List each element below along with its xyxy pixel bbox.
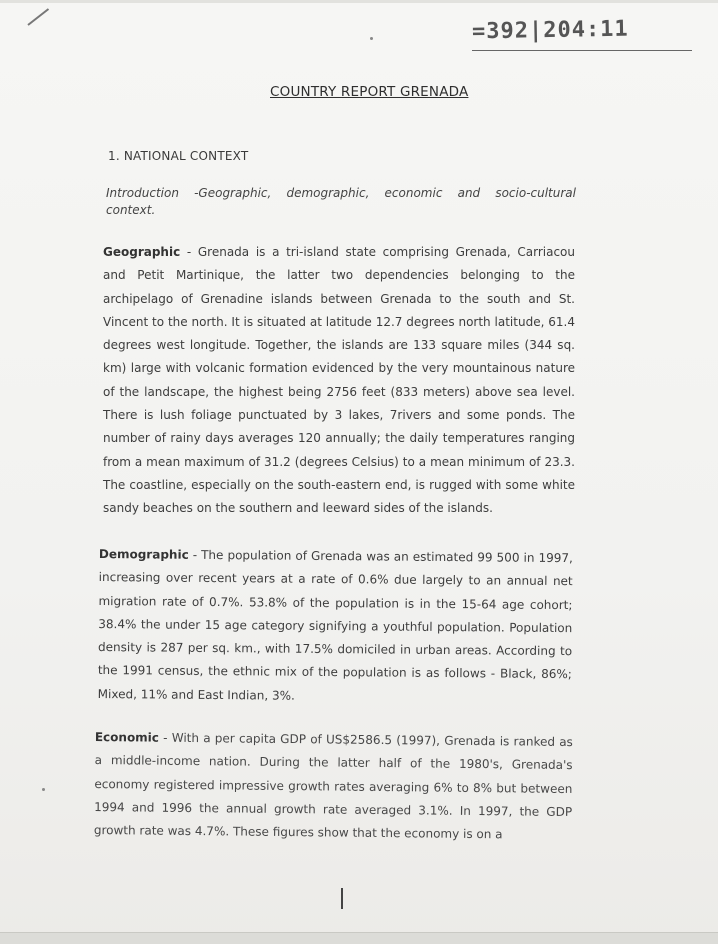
page-number-mark <box>341 888 343 909</box>
paragraph-demographic <box>98 543 573 710</box>
report-title: COUNTRY REPORT GRENADA <box>270 84 469 100</box>
paragraph-body: - The population of Grenada was an estimated 99 500 in 1997, increasing over recent years at a rate of 0.6% due largely to an annual net migration rate of 0.7%. 53.8% of the population is in the 15-64 age cohort; 38.4% the under 15 age category signifying a youthful population. Population density is 287 per sq. km., with 17.5% domiciled in urban areas. According to the 1991 census, the ethnic mix of the population is as follows - Black, 86%; Mixed, 11% and East Indian, 3%. <box>97 547 573 703</box>
scan-bottom-edge <box>0 932 718 944</box>
reference-underline <box>472 50 692 61</box>
paragraph-geographic <box>103 241 575 521</box>
paragraph-lead: Demographic <box>98 546 189 562</box>
section-heading: 1. NATIONAL CONTEXT <box>108 149 249 163</box>
paragraph-body: - With a per capita GDP of US$2586.5 (1997), Grenada is ranked as a middle-income nation. During the latter half of the 1980's, Grenada's economy registered impressive growth rates averaging 6% to 8% but between 1994 and 1996 the annual growth rate averaged 3.1%. In 1997, the GDP growth rate was 4.7%. These figures show that the economy is on a <box>93 730 573 842</box>
paragraph-economic <box>94 726 573 847</box>
speck <box>370 37 373 40</box>
paragraph-lead: Geographic <box>103 245 181 259</box>
speck <box>42 788 45 791</box>
paragraph-lead: Economic <box>94 729 160 745</box>
introduction-subheading: Introduction -Geographic, demographic, economic and socio-cultural context. <box>106 186 576 217</box>
paragraph-body: - Grenada is a tri-island state comprising Grenada, Carriacou and Petit Martinique, the latter two dependencies belonging to the archipelago of Grenadine islands between Grenada to the south and St. Vincent to the north. It is situated at latitude 12.7 degrees north latitude, 61.4 degrees west longitude. Together, the islands are 133 square miles (344 sq. km) large with volcanic formation evidenced by the very mountainous nature of the landscape, the highest being 2756 feet (833 meters) above sea level. There is lush foliage punctuated by 3 lakes, 7rivers and some ponds. The number of rainy days averages 120 annually; the daily temperatures ranging from a mean maximum of 31.2 (degrees Celsius) to a mean minimum of 23.3. The coastline, especially on the south-eastern end, is rugged with some white sandy beaches on the southern and leeward sides of the islands. <box>103 245 575 516</box>
pen-tick-mark <box>27 8 49 26</box>
scan-top-edge <box>0 0 718 3</box>
handwritten-reference-number: =392|204:11 <box>471 16 629 45</box>
